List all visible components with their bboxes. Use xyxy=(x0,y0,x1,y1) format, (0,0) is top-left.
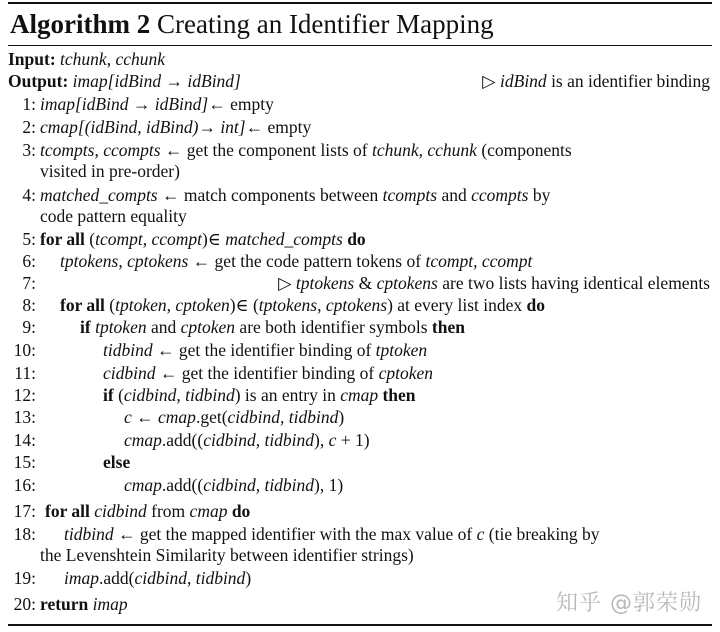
algorithm-line: 14: cmap.add((cidbind, tidbind), c + 1) xyxy=(13,430,370,450)
algorithm-label: Algorithm 2 xyxy=(10,9,151,39)
algorithm-line: 15: else xyxy=(13,452,131,472)
algorithm-line: 7: ▷ tptokens & cptokens are two lists having identical elements xyxy=(22,273,710,293)
algorithm-line-continued: code pattern equality xyxy=(40,206,187,226)
algorithm-line: 11: cidbind ← get the identifier binding of cptoken xyxy=(14,363,433,383)
algorithm-line: 5: for all (tcompt, ccompt)∈ matched_compts do xyxy=(22,229,366,249)
algorithm-line: 12: if (cidbind, tidbind) is an entry in cmap then xyxy=(13,385,416,405)
algorithm-title-text: Creating an Identifier Mapping xyxy=(156,9,494,39)
algorithm-line: 17: for all cidbind from cmap do xyxy=(13,501,251,521)
algorithm-line: 19: imap.add(cidbind, tidbind) xyxy=(13,568,252,588)
algorithm-title xyxy=(10,4,494,44)
input-line: Input: tchunk, cchunk xyxy=(8,49,166,69)
output-line: Output: imap[idBind → idBind] ▷ idBind is an identifier binding xyxy=(8,71,710,91)
output-keyword: Output: xyxy=(8,71,69,91)
watermark: 知乎 @郭荣勋 xyxy=(556,591,702,616)
algorithm-line: 4: matched_compts ← match components between tcompts and ccompts by xyxy=(22,185,551,205)
algorithm-line: 9: if tptoken and cptoken are both identifier symbols then xyxy=(22,317,465,337)
algorithm-line: 16: cmap.add((cidbind, tidbind), 1) xyxy=(13,475,344,495)
algorithm-line: 6: tptokens, cptokens ← get the code pattern tokens of tcompt, ccompt xyxy=(22,251,533,271)
algorithm-line: 13: c ← cmap.get(cidbind, tidbind) xyxy=(13,407,345,427)
algorithm-line: 10: tidbind ← get the identifier binding of tptoken xyxy=(13,340,428,360)
algorithm-line: 3: tcompts, ccompts ← get the component lists of tchunk, cchunk (components xyxy=(22,140,572,160)
input-keyword: Input: xyxy=(8,49,56,69)
algorithm-line: 18: tidbind ← get the mapped identifier with the max value of c (tie breaking by xyxy=(13,524,600,544)
bottom-rule xyxy=(8,624,712,626)
output-comment: ▷ idBind is an identifier binding xyxy=(482,71,710,91)
algorithm-line-continued: the Levenshtein Similarity between identifier strings) xyxy=(40,545,414,565)
algorithm-line: 2: cmap[(idBind, idBind)→ int]← empty xyxy=(22,117,312,137)
algorithm-line: 1: imap[idBind → idBind]← empty xyxy=(22,94,274,114)
title-rule xyxy=(8,45,712,46)
algorithm-line: 20: return imap xyxy=(13,594,128,614)
algorithm-line: 8: for all (tptoken, cptoken)∈ (tptokens, cptokens) at every list index do xyxy=(22,295,546,315)
algorithm-line-continued: visited in pre-order) xyxy=(40,161,180,181)
